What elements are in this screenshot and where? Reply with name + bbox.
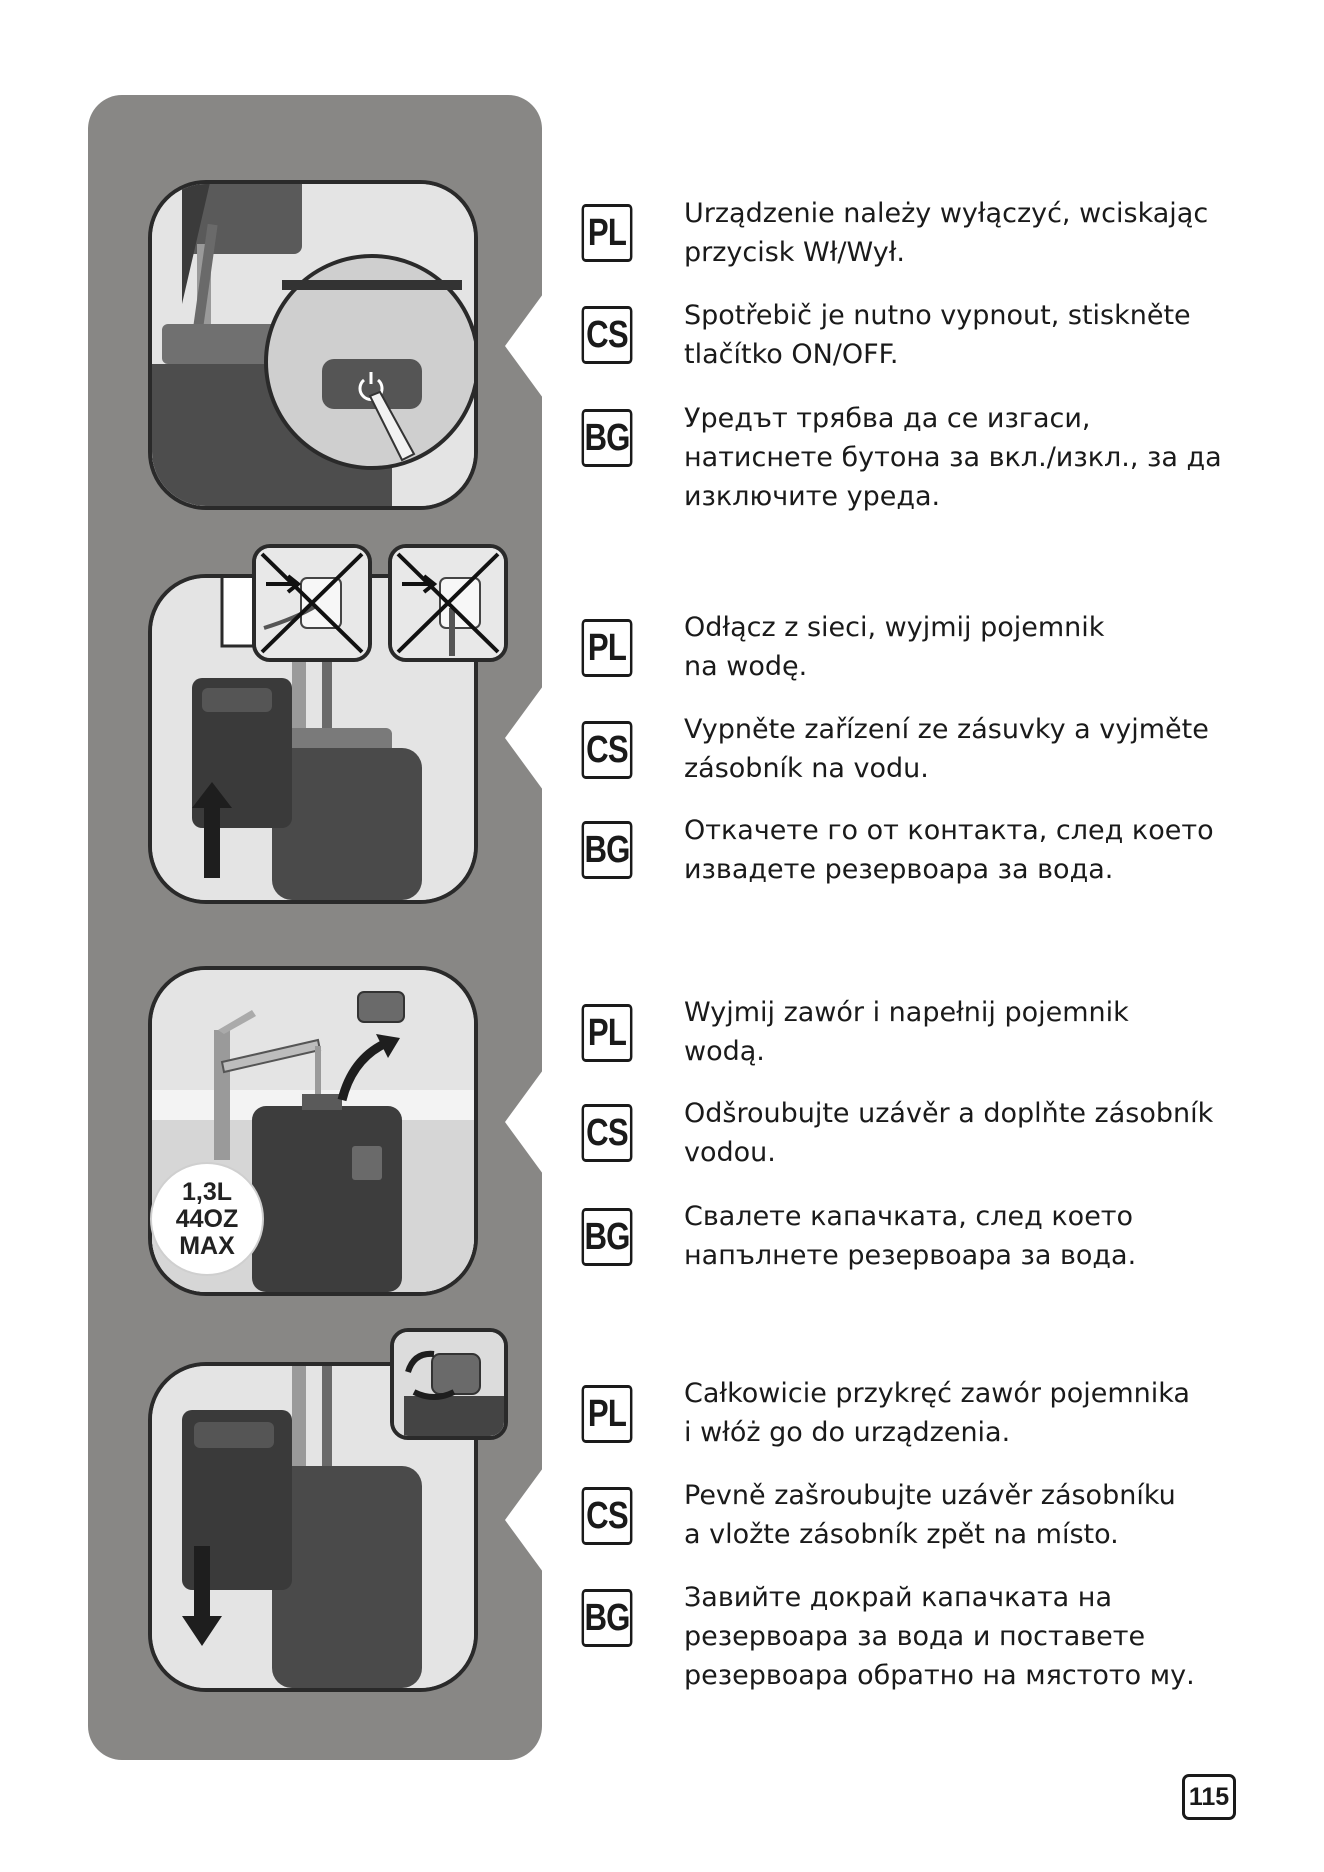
step2-text-pl: Odłącz z sieci, wyjmij pojemnik na wodę. xyxy=(684,612,1105,682)
lang-badge-pl: PL xyxy=(582,1385,633,1443)
lang-badge-pl: PL xyxy=(582,204,633,262)
lang-badge-cs: CS xyxy=(582,306,633,364)
capacity-liters: 1,3L xyxy=(181,1177,233,1206)
step3-text-cs: Odšroubujte uzávěr a doplňte zásobník vodou. xyxy=(684,1098,1214,1168)
step2-text-cs: Vypněte zařízení ze zásuvky a vyjměte zásobník na vodu. xyxy=(684,714,1209,784)
capacity-ounces: 44OZ xyxy=(175,1204,239,1233)
step4-text-bg: Завийте докрай капачката на резервоара за вода и поставете резервоара обратно на мястото му. xyxy=(684,1582,1195,1691)
sidebar-notch xyxy=(505,1070,543,1174)
capacity-badge xyxy=(150,1162,264,1276)
page-number: 115 xyxy=(1182,1774,1236,1820)
no-plug-icon xyxy=(388,544,508,662)
step4-text-pl: Całkowicie przykręć zawór pojemnika i włóż go do urządzenia. xyxy=(684,1378,1190,1448)
step1-text-cs: Spotřebič je nutno vypnout, stiskněte tlačítko ON/OFF. xyxy=(684,300,1191,370)
step1-illustration xyxy=(148,180,478,510)
step1-text-bg: Уредът трябва да се изгаси, натиснете бутона за вкл./изкл., за да изключите уреда. xyxy=(684,403,1222,512)
lang-badge-bg: BG xyxy=(582,1589,633,1647)
step3-text-pl: Wyjmij zawór i napełnij pojemnik wodą. xyxy=(684,997,1129,1067)
step4-text-cs: Pevně zašroubujte uzávěr zásobníku a vložte zásobník zpět na místo. xyxy=(684,1480,1176,1550)
capacity-max: MAX xyxy=(179,1231,235,1260)
sidebar-notch xyxy=(505,294,543,398)
lang-badge-bg: BG xyxy=(582,1208,633,1266)
lang-badge-cs: CS xyxy=(582,721,633,779)
lang-badge-pl: PL xyxy=(582,619,633,677)
no-plug-icon xyxy=(252,544,372,662)
lang-badge-cs: CS xyxy=(582,1487,633,1545)
sidebar-notch xyxy=(505,686,543,790)
rotate-cap-icon xyxy=(390,1328,508,1440)
lang-badge-cs: CS xyxy=(582,1104,633,1162)
lang-badge-pl: PL xyxy=(582,1004,633,1062)
sidebar-notch xyxy=(505,1468,543,1572)
lang-badge-bg: BG xyxy=(582,409,633,467)
lang-badge-bg: BG xyxy=(582,821,633,879)
step2-text-bg: Откачете го от контакта, след което извадете резервоара за вода. xyxy=(684,815,1214,885)
step3-text-bg: Свалете капачката, след което напълнете резервоара за вода. xyxy=(684,1201,1137,1271)
step1-text-pl: Urządzenie należy wyłączyć, wciskając przycisk Wł/Wył. xyxy=(684,198,1209,268)
